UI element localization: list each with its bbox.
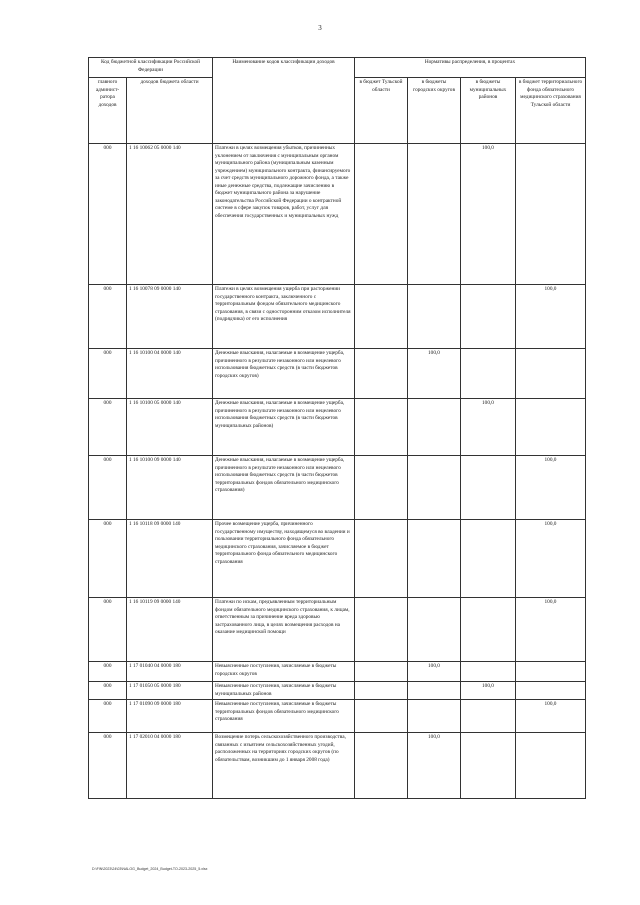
regional-share-cell xyxy=(355,700,408,733)
admin-cell: 000 xyxy=(89,399,127,456)
page-number: 3 xyxy=(318,24,322,32)
district-share-cell xyxy=(461,733,516,799)
income-name-cell: Платежи по искам, предъявленным территориальным фондом обязательного медицинского страхования, к лицам, ответственным за причинение вреда здоровью застрахованного лица, в целях возмещения расходов на оказание медицинской помощи xyxy=(213,598,355,662)
regional-share-cell xyxy=(355,520,408,598)
income-code-cell: 1 17 01050 05 0000 180 xyxy=(127,682,213,700)
admin-cell: 000 xyxy=(89,285,127,349)
table-row xyxy=(89,456,586,520)
city-share-cell: 100,0 xyxy=(408,733,461,799)
table-row xyxy=(89,733,586,799)
income-code-cell: 1 16 10100 04 0000 140 xyxy=(127,349,213,399)
income-name-cell: Денежные взыскания, налагаемые в возмещение ущерба, причиненного в результате незаконного или нецелевого использования бюджетных средств (в части бюджетов муниципальных районов) xyxy=(213,399,355,456)
table-row xyxy=(89,349,586,399)
city-share-cell xyxy=(408,285,461,349)
district-share-cell xyxy=(461,662,516,682)
regional-share-cell xyxy=(355,682,408,700)
table-row xyxy=(89,399,586,456)
medical-fund-share-cell xyxy=(516,662,586,682)
district-share-cell xyxy=(461,456,516,520)
district-share-cell xyxy=(461,598,516,662)
admin-cell: 000 xyxy=(89,349,127,399)
district-share-cell xyxy=(461,700,516,733)
income-name-cell: Денежные взыскания, налагаемые в возмещение ущерба, причиненного в результате незаконного или нецелевого использования бюджетных средств (в части бюджетов городских округов) xyxy=(213,349,355,399)
table-row xyxy=(89,662,586,682)
city-share-cell xyxy=(408,399,461,456)
medical-fund-share-cell xyxy=(516,349,586,399)
district-share-cell: 100,0 xyxy=(461,682,516,700)
regional-share-cell xyxy=(355,662,408,682)
income-name-cell: Невыясненные поступления, зачисляемые в бюджеты городских округов xyxy=(213,662,355,682)
income-code-cell: 1 16 10062 05 0000 140 xyxy=(127,144,213,285)
income-code-cell: 1 16 10078 09 0000 140 xyxy=(127,285,213,349)
table-row xyxy=(89,144,586,285)
income-code-cell: 1 17 01040 04 0000 180 xyxy=(127,662,213,682)
admin-cell: 000 xyxy=(89,682,127,700)
income-name-cell: Денежные взыскания, налагаемые в возмещение ущерба, причиненного в результате незаконного или нецелевого использования бюджетных средств (в части бюджетов территориальных фондов обязательного медицинского страхования) xyxy=(213,456,355,520)
admin-cell: 000 xyxy=(89,662,127,682)
income-code-cell: 1 16 10118 09 0000 140 xyxy=(127,520,213,598)
medical-fund-share-cell xyxy=(516,144,586,285)
city-share-cell xyxy=(408,700,461,733)
regional-share-cell xyxy=(355,456,408,520)
regional-share-cell xyxy=(355,733,408,799)
classification-header: Код бюджетной классификации Российской Федерации xyxy=(89,58,213,78)
table-row xyxy=(89,520,586,598)
regional-share-cell xyxy=(355,598,408,662)
admin-cell: 000 xyxy=(89,520,127,598)
table-row xyxy=(89,700,586,733)
regional-share-cell xyxy=(355,144,408,285)
district-share-cell: 100,0 xyxy=(461,144,516,285)
city-share-cell xyxy=(408,144,461,285)
medical-fund-share-cell: 100,0 xyxy=(516,598,586,662)
admin-cell: 000 xyxy=(89,456,127,520)
medical-fund-share-cell: 100,0 xyxy=(516,520,586,598)
admin-cell: 000 xyxy=(89,598,127,662)
income-name-cell: Платежи в целях возмещения ущерба при расторжении государственного контракта, заключенного с территориальным фондом обязательного медицинского страхования, в связи с односторонним отказом исполнителя (подрядчика) от его исполнения xyxy=(213,285,355,349)
col-regional-budget-header: в бюджет Тульской области xyxy=(355,78,408,144)
income-code-cell: 1 16 10100 09 0000 140 xyxy=(127,456,213,520)
regional-share-cell xyxy=(355,399,408,456)
col-city-budgets-header: в бюджеты городских округов xyxy=(408,78,461,144)
district-share-cell xyxy=(461,349,516,399)
city-share-cell xyxy=(408,682,461,700)
table-row xyxy=(89,285,586,349)
income-code-cell: 1 16 10119 09 0000 140 xyxy=(127,598,213,662)
city-share-cell xyxy=(408,456,461,520)
file-path-footer: D:\FIN\2023\24\03\NALOG_Budget_2024_Budget-TO-2023-2025_5.xlsx xyxy=(92,867,208,871)
regional-share-cell xyxy=(355,349,408,399)
table-row xyxy=(89,598,586,662)
admin-cell: 000 xyxy=(89,733,127,799)
admin-header: главного админист-ратора доходов xyxy=(89,78,127,144)
city-share-cell xyxy=(408,598,461,662)
city-share-cell: 100,0 xyxy=(408,349,461,399)
medical-fund-share-cell xyxy=(516,733,586,799)
distribution-norms-header: Нормативы распределения, в процентах xyxy=(355,58,586,78)
medical-fund-share-cell xyxy=(516,682,586,700)
income-code-header: доходов бюджета области xyxy=(127,78,213,144)
district-share-cell: 100,0 xyxy=(461,399,516,456)
income-name-cell: Платежи в целях возмещения убытков, причиненных уклонением от заключения с муниципальным органом муниципального района (муниципальным казенным учреждением) муниципального контракта, финансируемого за счет средств муниципального дорожного фонда, а также иные денежные средства, подлежащие зачислению в бюджет муниципального района за нарушение законодательства Российской Федерации о контрактной системе в сфере закупок товаров, работ, услуг для обеспечения государственных и муниципальных нужд xyxy=(213,144,355,285)
col-medical-fund-header: в бюджет территориального фонда обязательного медицинского страхования Тульской области xyxy=(516,78,586,144)
district-share-cell xyxy=(461,285,516,349)
table-row xyxy=(89,682,586,700)
city-share-cell xyxy=(408,520,461,598)
income-code-cell: 1 17 01090 09 0000 180 xyxy=(127,700,213,733)
medical-fund-share-cell: 100,0 xyxy=(516,456,586,520)
col-district-budgets-header: в бюджеты муниципальных районов xyxy=(461,78,516,144)
medical-fund-share-cell xyxy=(516,399,586,456)
medical-fund-share-cell: 100,0 xyxy=(516,700,586,733)
income-name-header: Наименование кодов классификации доходов xyxy=(213,58,355,144)
income-name-cell: Прочее возмещение ущерба, причиненного государственному имуществу, находящемуся во владении и пользовании территориального фонда обязательного медицинского страхования, зачисляемое в бюджет территориального фонда обязательного медицинского страхования xyxy=(213,520,355,598)
income-code-cell: 1 17 02010 04 0000 180 xyxy=(127,733,213,799)
income-name-cell: Невыясненные поступления, зачисляемые в бюджеты муниципальных районов xyxy=(213,682,355,700)
regional-share-cell xyxy=(355,285,408,349)
district-share-cell xyxy=(461,520,516,598)
medical-fund-share-cell: 100,0 xyxy=(516,285,586,349)
admin-cell: 000 xyxy=(89,700,127,733)
admin-cell: 000 xyxy=(89,144,127,285)
city-share-cell: 100,0 xyxy=(408,662,461,682)
budget-classification-table xyxy=(88,57,586,799)
income-name-cell: Возмещение потерь сельскохозяйственного производства, связанных с изъятием сельскохозяйственных угодий, расположенных на территориях городских округов (по обязательствам, возникшим до 1 января 2008 года) xyxy=(213,733,355,799)
income-code-cell: 1 16 10100 05 0000 140 xyxy=(127,399,213,456)
income-name-cell: Невыясненные поступления, зачисляемые в бюджеты территориальных фондов обязательного медицинского страхования xyxy=(213,700,355,733)
